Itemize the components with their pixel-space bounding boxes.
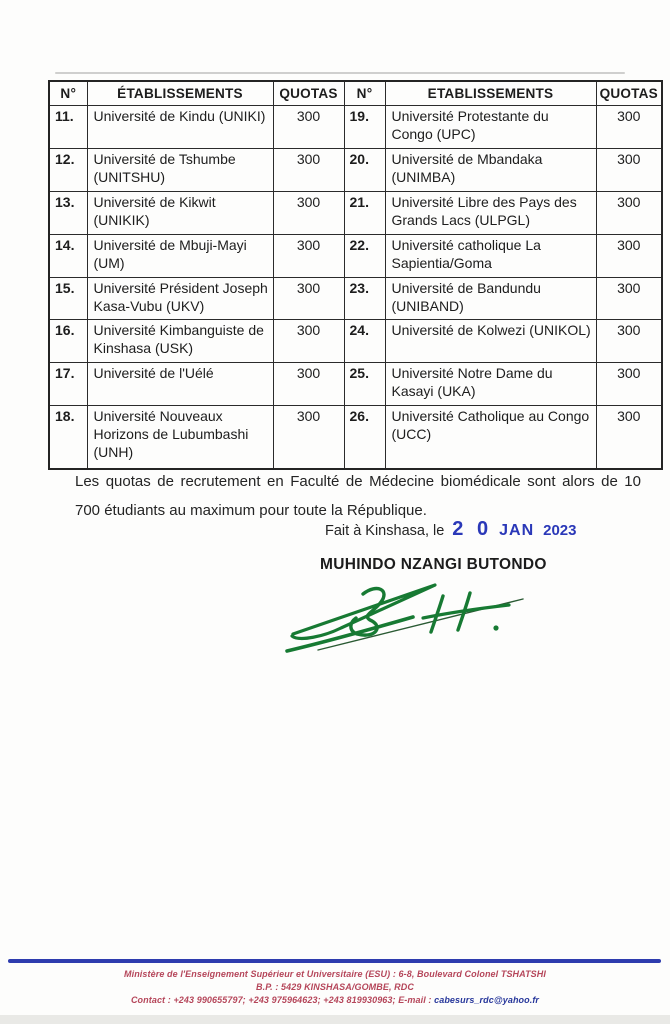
footer-line-contact [0,994,670,1007]
row-num-right: 26. [344,406,385,470]
table-header-row [49,81,662,106]
summary-paragraph: Les quotas de recrutement en Faculté de Médecine biomédicale sont alors de 10 700 étudiants au maximum pour toute la République. [75,473,641,520]
quota-right: 300 [596,320,662,363]
quota-left: 300 [273,406,344,470]
stamp-month: JAN [499,522,535,539]
row-num-right: 23. [344,277,385,320]
row-num-left: 15. [49,277,87,320]
quota-left: 300 [273,320,344,363]
row-num-right: 24. [344,320,385,363]
establishment-right: Université de Kolwezi (UNIKOL) [385,320,596,363]
establishment-right: Université Notre Dame du Kasayi (UKA) [385,363,596,406]
stamp-year: 2023 [543,522,577,539]
quota-right: 300 [596,149,662,192]
row-num-left: 16. [49,320,87,363]
establishment-left: Université de Kikwit (UNIKIK) [87,192,273,235]
footer-divider-rule [8,959,661,963]
establishment-left: Université de l'Uélé [87,363,273,406]
quota-right: 300 [596,406,662,470]
date-stamp [444,518,577,540]
place-date-label: Fait à Kinshasa, le [325,523,445,539]
header-quotas-left: QUOTAS [273,81,344,106]
stamp-day: 2 0 [452,518,493,540]
quota-left: 300 [273,192,344,235]
row-num-left: 18. [49,406,87,470]
footer-line-bp: B.P. : 5429 KINSHASA/GOMBE, RDC [256,982,414,993]
university-quota-table [48,80,663,470]
header-num-right: N° [344,81,385,106]
header-num-left: N° [49,81,87,106]
table-row [49,320,662,363]
scan-artifact-line [55,72,625,74]
establishment-right: Université catholique La Sapientia/Goma [385,234,596,277]
footer-address-block [0,968,670,1007]
table-row [49,363,662,406]
table-row [49,192,662,235]
quota-right: 300 [596,106,662,149]
row-num-right: 22. [344,234,385,277]
quota-left: 300 [273,277,344,320]
row-num-right: 21. [344,192,385,235]
table-row [49,277,662,320]
establishment-right: Université de Mbandaka (UNIMBA) [385,149,596,192]
quota-left: 300 [273,363,344,406]
establishment-right: Université Protestante du Congo (UPC) [385,106,596,149]
establishment-right: Université Libre des Pays des Grands Lacs (ULPGL) [385,192,596,235]
footer-contact-prefix: Contact : +243 990655797; +243 975964623; +243 819930963; E-mail : [130,995,435,1006]
establishment-left: Université de Mbuji-Mayi (UM) [87,234,273,277]
header-quotas-right: QUOTAS [596,81,662,106]
handwritten-signature [283,570,528,658]
dateline [325,518,577,541]
row-num-right: 19. [344,106,385,149]
quota-left: 300 [273,149,344,192]
table-row [49,406,662,470]
footer-email: cabesurs_rdc@yahoo.fr [434,995,540,1006]
establishment-left: Université Kimbanguiste de Kinshasa (USK) [87,320,273,363]
table-row [49,106,662,149]
footer-line-ministry: Ministère de l'Enseignement Supérieur et Universitaire (ESU) : 6-8, Boulevard Colonel TSHATSHI [124,969,546,979]
row-num-left: 14. [49,234,87,277]
row-num-left: 17. [49,363,87,406]
row-num-left: 12. [49,149,87,192]
row-num-right: 25. [344,363,385,406]
row-num-right: 20. [344,149,385,192]
quota-right: 300 [596,234,662,277]
quota-right: 300 [596,363,662,406]
table-row [49,149,662,192]
quota-left: 300 [273,234,344,277]
quota-right: 300 [596,277,662,320]
row-num-left: 13. [49,192,87,235]
establishment-right: Université Catholique au Congo (UCC) [385,406,596,470]
scanner-edge [0,1015,670,1024]
establishment-left: Université Nouveaux Horizons de Lubumbashi (UNH) [87,406,273,470]
establishment-right: Université de Bandundu (UNIBAND) [385,277,596,320]
establishment-left: Université Président Joseph Kasa-Vubu (UKV) [87,277,273,320]
establishment-left: Université de Tshumbe (UNITSHU) [87,149,273,192]
signer-name: MUHINDO NZANGI BUTONDO [320,556,547,573]
row-num-left: 11. [49,106,87,149]
quota-left: 300 [273,106,344,149]
table-row [49,234,662,277]
establishment-left: Université de Kindu (UNIKI) [87,106,273,149]
quota-right: 300 [596,192,662,235]
header-etablissements-left: ÉTABLISSEMENTS [87,81,273,106]
header-etablissements-right: ETABLISSEMENTS [385,81,596,106]
